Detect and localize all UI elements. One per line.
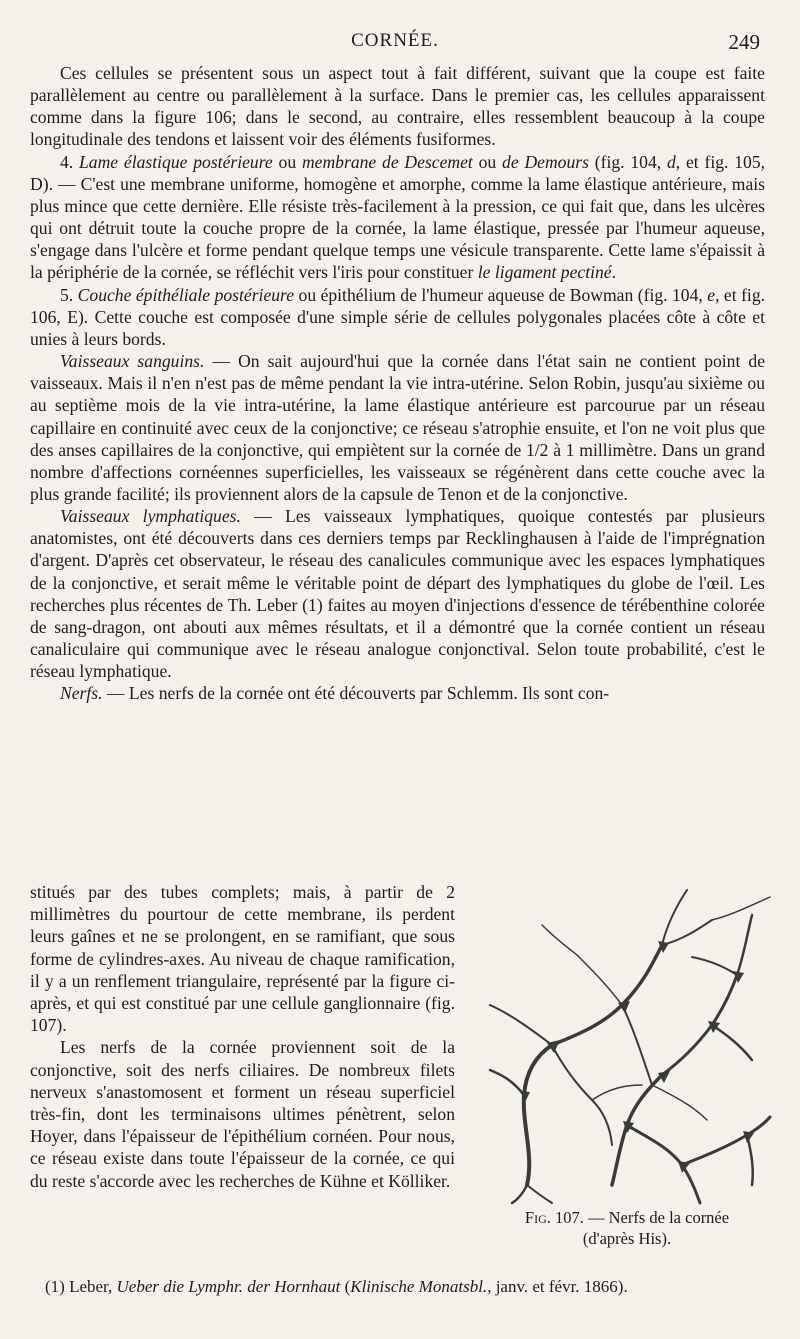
figure-label: Fig. 107. bbox=[524, 1208, 584, 1227]
italic-run: Klinische Monatsbl. bbox=[350, 1277, 488, 1296]
text-run: . bbox=[611, 262, 616, 283]
paragraph-nerfs: stitués par des tubes complets; mais, à partir de 2 millimètres du pourtour de cette membrane, ils perdent leurs gaînes et ne se prolongent, en se ramifiant, que sous forme de cylindres-axes. Au niveau de chaque ramification, il y a un renflement triangulaire, représenté par la figure ci-après, et qui est constitué par une cellule ganglionnaire (fig. 107). bbox=[30, 882, 455, 1036]
paragraph-lame-elastique-posterieure bbox=[30, 151, 765, 284]
text-run: , janv. et févr. 1866). bbox=[487, 1277, 628, 1296]
main-text bbox=[30, 62, 765, 705]
text-run: , et fig. 106, E). Cette couche est composée d'une simple série de cellules polygonales placées côte à côte et unies à leurs bords. bbox=[30, 284, 766, 349]
italic-run: Nerfs. bbox=[60, 683, 103, 704]
text-run: ou bbox=[472, 151, 503, 172]
page-header bbox=[30, 30, 760, 58]
text-run: , et fig. 105, D). — C'est une membrane uniforme, homogène et amorphe, comme la lame élastique antérieure, mais plus mince que cette dernière. Elle résiste très-facilement à la pression, ce qui fait que, dans les ulcères qui ont détruit toute la couche propre de la cornée, la lame élastique, pressée par l'humeur aqueuse, s'engage dans l'ulcère et forme pendant quelque temps une vésicule transparente. Cette lame s'épaissit à la périphérie de la cornée, se réfléchit vers l'iris pour constituer bbox=[30, 151, 766, 283]
text-run: — On sait aujourd'hui que la cornée dans l'état sain ne contient point de vaisseaux. Mais il n'en n'est pas de même pendant la vie intra-utérine. Selon Robin, jusqu'au sixième ou au septième mois de la vie intra-utérine, la lame élastique antérieure est parcourue par un réseau capillaire en continuité avec ceux de la conjonctive; ce réseau s'atrophie ensuite, et l'on ne voit plus que des anses capillaires de la conjonctive, qui empiètent sur la cornée de 1/2 à 1 millimètre. Dans un grand nombre d'affections cornéennes superficielles, les vaisseaux se régénèrent dans cette couche avec la plus grande facilité; ils proviennent alors de la capsule de Tenon et de la conjonctive. bbox=[30, 351, 766, 504]
text-run: 4. bbox=[60, 151, 80, 172]
paragraph-vaisseaux-lymphatiques bbox=[30, 505, 765, 682]
text-run: (1) Leber, bbox=[45, 1277, 117, 1296]
paragraph-nerfs-first-line bbox=[30, 682, 765, 704]
text-run: — Les nerfs de la cornée ont été découverts par Schlemm. Ils sont con- bbox=[102, 683, 610, 704]
italic-run: Vaisseaux lymphatiques. bbox=[60, 506, 241, 527]
paragraph-vaisseaux-sanguins bbox=[30, 350, 765, 505]
paragraph-couche-epitheliale bbox=[30, 284, 765, 350]
text-run: ( bbox=[340, 1277, 351, 1296]
running-title: CORNÉE. bbox=[351, 30, 439, 51]
text-run: (fig. 104, bbox=[588, 151, 667, 172]
paragraph-cellules bbox=[30, 62, 765, 151]
text-run: Ces cellules se présentent sous un aspect tout à fait différent, suivant que la coupe est faite parallèlement au centre ou parallèlement à la surface. Dans le premier cas, les cellules apparaissent comme dans la figure 106; dans le second, au contraire, elles ressemblent beaucoup à la coupe longitudinale des tendons et laissent voir des éléments fusiformes. bbox=[30, 63, 765, 150]
italic-run: d bbox=[666, 151, 676, 172]
italic-run: Lame élastique postérieure bbox=[79, 151, 273, 172]
figure-source: (d'après His). bbox=[582, 1229, 672, 1248]
text-run: ou bbox=[272, 151, 302, 172]
italic-run: de Demours bbox=[502, 151, 589, 172]
nerfs-text-column bbox=[30, 881, 455, 1192]
italic-run: le ligament pectiné bbox=[477, 262, 612, 283]
paragraph-nerfs-origine: Les nerfs de la cornée proviennent soit de la conjonctive, soit des nerfs ciliaires. De nombreux filets nerveux s'anastomosent et forment un réseau superficiel très-fin, dont les terminaisons ultimes pénètrent, selon Hoyer, dans l'épaisseur de l'épithélium cornéen. Pour nous, ce réseau existe dans toute l'épaisseur de la cornée, ce qui du reste s'accorde avec les recherches de Kühne et Kölliker. bbox=[30, 1037, 455, 1191]
italic-run: e bbox=[707, 284, 716, 305]
figure-107-nerve-illustration bbox=[482, 885, 772, 1205]
text-run: — Les vaisseaux lymphatiques, quoique contestés par plusieurs anatomistes, ont été découverts dans ces derniers temps par Recklinghausen à l'aide de l'imprégnation d'argent. D'après cet observateur, le réseau des canalicules communique avec les espaces lymphatiques de la conjonctive, et serait même le véritable point de départ des lymphatiques du globe de l'œil. Les recherches plus récentes de Th. Leber (1) faites au moyen d'injections d'essence de térébenthine colorée de sang-dragon, ont abouti aux mêmes résultats, et il a démontré que la cornée contient un réseau canaliculaire qui communique avec le réseau analogue conjonctival. Selon toute probabilité, c'est le réseau lymphatique. bbox=[30, 506, 765, 682]
text-run: ou épithélium de l'humeur aqueuse de Bowman (fig. 104, bbox=[294, 284, 708, 305]
figure-caption bbox=[482, 1207, 772, 1249]
corneal-nerves-drawing bbox=[482, 885, 772, 1205]
italic-run: Ueber die Lymphr. der Hornhaut bbox=[116, 1277, 341, 1296]
text-run: 5. bbox=[60, 284, 78, 305]
italic-run: membrane de Descemet bbox=[301, 151, 473, 172]
italic-run: Couche épithéliale postérieure bbox=[77, 284, 295, 305]
footnote bbox=[45, 1276, 765, 1298]
italic-run: Vaisseaux sanguins. bbox=[60, 351, 205, 372]
page-number: 249 bbox=[728, 30, 760, 54]
figure-title: — Nerfs de la cornée bbox=[587, 1208, 730, 1227]
